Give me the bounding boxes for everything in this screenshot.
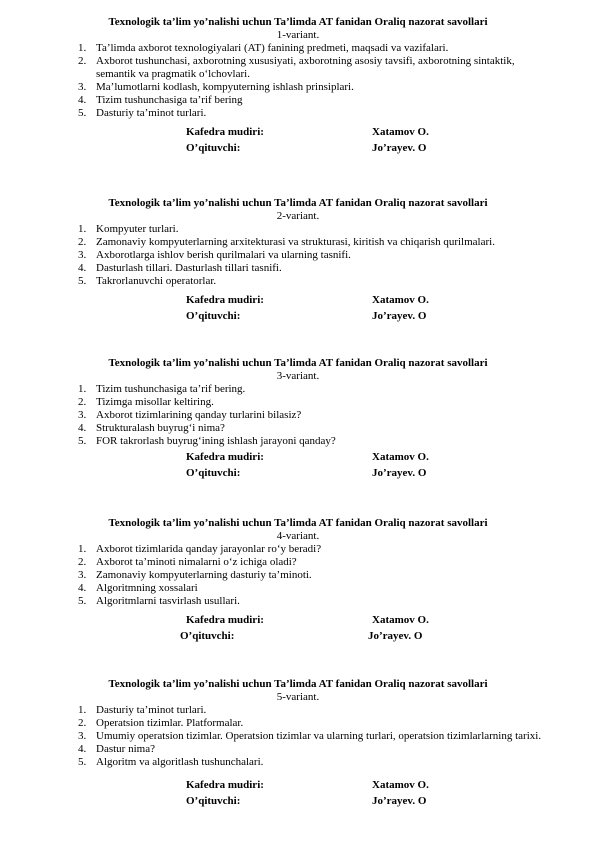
signature-row <box>0 140 596 156</box>
signature-role: O’qituvchi: <box>186 310 241 322</box>
question-number: 5. <box>78 595 87 607</box>
variant-subtitle: 3-variant. <box>276 370 320 382</box>
question-text: Tizim tushunchasiga ta’rif bering. <box>96 383 246 395</box>
question-number: 2. <box>78 396 87 408</box>
question-text: Algoritmlarni tasvirlash usullari. <box>96 595 240 607</box>
signature-name: Xatamov O. <box>372 779 429 791</box>
question-number: 1. <box>78 223 87 235</box>
question-item <box>0 756 596 769</box>
variant-subtitle: 5-variant. <box>276 691 320 703</box>
question-number: 4. <box>78 262 87 274</box>
question-item <box>0 422 596 435</box>
signature-name: Xatamov O. <box>372 126 429 138</box>
variant-5 <box>0 677 596 809</box>
question-item <box>0 275 596 288</box>
question-text: Strukturalash buyrug‘i nima? <box>96 422 225 434</box>
question-item <box>0 582 596 595</box>
signature-row <box>0 292 596 308</box>
signature-name: Xatamov O. <box>372 294 429 306</box>
question-item <box>0 409 596 422</box>
question-text: Zamonaviy kompyuterlarning dasturiy ta’minoti. <box>96 569 312 581</box>
question-text: Algoritm va algoritlash tushunchalari. <box>96 756 264 768</box>
question-text: Axborot ta’minoti nimalarni o‘z ichiga oladi? <box>96 556 297 568</box>
question-number: 5. <box>78 756 87 768</box>
question-item <box>0 94 596 107</box>
variant-title: Texnologik ta’lim yo’nalishi uchun Ta’limda AT fanidan Oraliq nazorat savollari <box>108 16 488 28</box>
signature-name: Xatamov O. <box>372 614 429 626</box>
question-text: Umumiy operatsion tizimlar. Operatsion tizimlar va ularning turlari, operatsion tizimlarlarning tarixi. <box>96 730 542 742</box>
question-number: 3. <box>78 730 87 742</box>
question-text: Dasturiy ta’minot turlari. <box>96 704 207 716</box>
question-text: FOR takrorlash buyrug‘ining ishlash jarayoni qanday? <box>96 435 336 447</box>
question-item <box>0 743 596 756</box>
question-number: 3. <box>78 81 87 93</box>
question-item <box>0 55 596 81</box>
question-number: 5. <box>78 435 87 447</box>
signature-role: O’qituvchi: <box>180 630 235 642</box>
question-number: 5. <box>78 275 87 287</box>
signature-row <box>0 124 596 140</box>
variant-title: Texnologik ta’lim yo’nalishi uchun Ta’limda AT fanidan Oraliq nazorat savollari <box>108 197 488 209</box>
question-text: Tizim tushunchasiga ta’rif bering <box>96 94 243 106</box>
question-text: Takrorlanuvchi operatorlar. <box>96 275 217 287</box>
signature-name: Jo’rayev. O <box>372 142 427 154</box>
question-number: 5. <box>78 107 87 119</box>
question-number: 4. <box>78 94 87 106</box>
signature-name: Jo’rayev. O <box>372 467 427 479</box>
question-item <box>0 81 596 94</box>
signature-row <box>0 465 596 481</box>
signature-role: O’qituvchi: <box>186 795 241 807</box>
question-number: 2. <box>78 236 87 248</box>
question-number: 3. <box>78 409 87 421</box>
signature-row <box>0 777 596 793</box>
signature-role: Kafedra mudiri: <box>186 126 264 138</box>
signature-row <box>0 308 596 324</box>
question-item <box>0 249 596 262</box>
signature-name: Jo’rayev. O <box>372 795 427 807</box>
signature-row <box>0 628 596 644</box>
question-item <box>0 717 596 730</box>
question-text: Dastur nima? <box>96 743 155 755</box>
variant-2 <box>0 196 596 324</box>
question-number: 3. <box>78 249 87 261</box>
question-number: 4. <box>78 743 87 755</box>
signature-row <box>0 449 596 465</box>
variant-4 <box>0 516 596 644</box>
signature-row <box>0 612 596 628</box>
question-number: 2. <box>78 55 87 67</box>
question-number: 1. <box>78 543 87 555</box>
variant-subtitle: 2-variant. <box>276 210 320 222</box>
question-number: 1. <box>78 42 87 54</box>
signature-name: Jo’rayev. O <box>368 630 423 642</box>
question-number: 1. <box>78 383 87 395</box>
question-text: Operatsion tizimlar. Platformalar. <box>96 717 244 729</box>
signature-role: Kafedra mudiri: <box>186 451 264 463</box>
question-item <box>0 223 596 236</box>
question-text: Axborot tizimlarining qanday turlarini bilasiz? <box>96 409 302 421</box>
signature-role: Kafedra mudiri: <box>186 614 264 626</box>
question-text: Algoritmning xossalari <box>96 582 198 594</box>
question-text: Zamonaviy kompyuterlarning arxitekturasi va strukturasi, kiritish va chiqarish qurilmalari. <box>96 236 495 248</box>
question-item <box>0 107 596 120</box>
question-item <box>0 383 596 396</box>
question-text: Ta’limda axborot texnologiyalari (AT) fanining predmeti, maqsadi va vazifalari. <box>96 42 449 54</box>
question-text: Tizimga misollar keltiring. <box>96 396 214 408</box>
question-item <box>0 730 596 743</box>
variant-3 <box>0 356 596 481</box>
question-item <box>0 262 596 275</box>
question-item <box>0 543 596 556</box>
question-text: Kompyuter turlari. <box>96 223 179 235</box>
question-number: 2. <box>78 717 87 729</box>
question-item <box>0 569 596 582</box>
question-text: Dasturlash tillari. Dasturlash tillari tasnifi. <box>96 262 282 274</box>
signature-role: Kafedra mudiri: <box>186 294 264 306</box>
signature-role: O’qituvchi: <box>186 142 241 154</box>
signature-name: Jo’rayev. O <box>372 310 427 322</box>
signature-role: Kafedra mudiri: <box>186 779 264 791</box>
question-number: 4. <box>78 422 87 434</box>
variant-title: Texnologik ta’lim yo’nalishi uchun Ta’limda AT fanidan Oraliq nazorat savollari <box>108 517 488 529</box>
question-number: 1. <box>78 704 87 716</box>
question-number: 3. <box>78 569 87 581</box>
question-number: 2. <box>78 556 87 568</box>
question-text: Axborot tizimlarida qanday jarayonlar ro‘y beradi? <box>96 543 322 555</box>
question-item <box>0 236 596 249</box>
variant-1 <box>0 15 596 156</box>
question-text: Dasturiy ta’minot turlari. <box>96 107 207 119</box>
question-item <box>0 595 596 608</box>
signature-role: O’qituvchi: <box>186 467 241 479</box>
question-text: Axborot tushunchasi, axborotning xususiyati, axborotning asosiy tavsifi, axborotning sintaktik, semantik va pragmatik o‘lchovlari. <box>96 55 515 80</box>
question-item <box>0 42 596 55</box>
signature-name: Xatamov O. <box>372 451 429 463</box>
variant-title: Texnologik ta’lim yo’nalishi uchun Ta’limda AT fanidan Oraliq nazorat savollari <box>108 357 488 369</box>
question-item <box>0 435 596 448</box>
variant-subtitle: 1-variant. <box>276 29 320 41</box>
question-number: 4. <box>78 582 87 594</box>
signature-row <box>0 793 596 809</box>
variant-title: Texnologik ta’lim yo’nalishi uchun Ta’limda AT fanidan Oraliq nazorat savollari <box>108 678 488 690</box>
question-text: Ma’lumotlarni kodlash, kompyuterning ishlash prinsiplari. <box>96 81 354 93</box>
question-item <box>0 704 596 717</box>
question-text: Axborotlarga ishlov berish qurilmalari va ularning tasnifi. <box>96 249 351 261</box>
question-item <box>0 396 596 409</box>
variant-subtitle: 4-variant. <box>276 530 320 542</box>
question-item <box>0 556 596 569</box>
